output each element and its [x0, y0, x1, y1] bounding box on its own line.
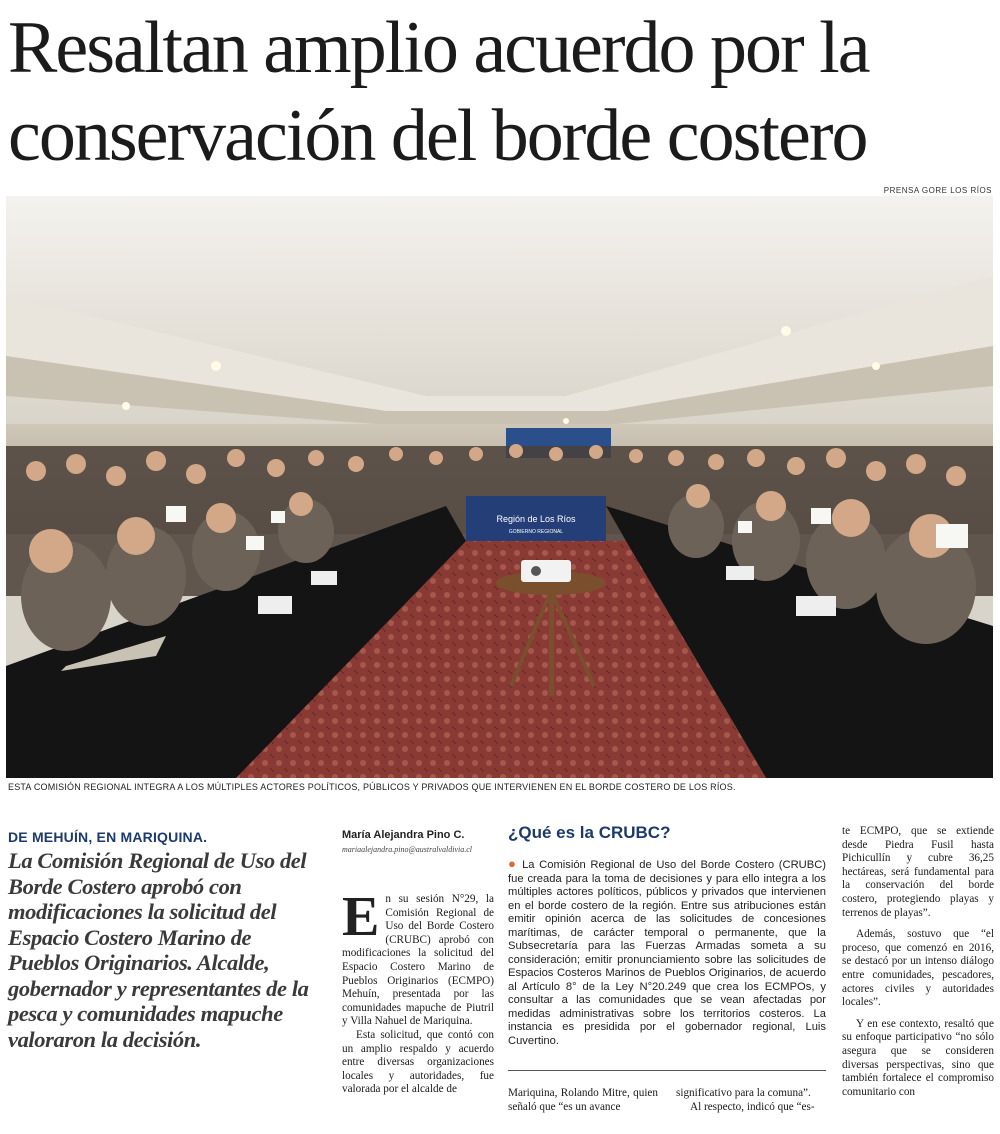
byline-name: María Alejandra Pino C.: [342, 829, 465, 841]
ceiling-light: [872, 362, 880, 370]
body-paragraph: Y en ese contexto, resaltó que su enfoque participativo “no sólo asegura que se consideren diversas perspectivas, sino que también fortalece el compromiso comunitario con: [842, 1017, 994, 1098]
body-paragraph: Además, sostuvo que “el proceso, que comenzó en 2016, se destacó por un intenso diálogo entre comunidades, pescadores, actores civiles y autoridades locales”.: [842, 928, 994, 1009]
bullet-icon: ●: [508, 856, 518, 871]
body-paragraph: Esta solicitud, que contó con un amplio respaldo y acuerdo entre diversas organizaciones locales y autoridades, fue valorada por el alcalde de: [342, 1028, 494, 1096]
divider: [508, 1070, 826, 1071]
ceiling-light: [563, 418, 569, 424]
body-column-4: [842, 825, 994, 1099]
sidebar-box-text: La Comisión Regional de Uso del Borde Costero (CRUBC) fue creada para la toma de decisiones y para ello integra a los múltiples actores políticos, públicos y privados que intervienen en el borde costero de la región. Entre sus atribuciones están emitir opinión acerca de las solicitudes de concesiones marítimas, de carácter temporal o permanente, que la Subsecretaría para las Fuerzas Armadas someta a su consideración; emitir pronunciamiento sobre las solicitudes de Espacios Costeros Marinos de Pueblos Originarios, de acuerdo al Artículo 8° de la Ley N°20.249 que crea los ECMPOs, y consultar a las comunidades que se vean afectadas por medidas administrativas sobre los territorios costeros. La instancia es presidida por el gobernador regional, Luis Cuvertino.: [508, 859, 827, 1047]
conference-room-illustration: [6, 196, 993, 778]
news-photo: [6, 196, 993, 778]
body-paragraph: Al respecto, indicó que “es-: [690, 1100, 815, 1113]
body-column-3: [676, 1087, 826, 1114]
body-column-2: [508, 1087, 658, 1114]
kicker: DE MEHUÍN, EN MARIQUINA.: [8, 829, 208, 845]
sidebar-box-title: ¿Qué es la CRUBC?: [508, 823, 671, 842]
byline-email: mariaalejandra.pino@australvaldivia.cl: [342, 845, 473, 854]
banner-text: Región de Los Ríos: [496, 514, 576, 524]
ceiling-light: [122, 402, 130, 410]
body-paragraph: significativo para la comuna”.: [676, 1087, 811, 1099]
ceiling-light: [781, 326, 791, 336]
lead-paragraph: La Comisión Regional de Uso del Borde Costero aprobó con modificaciones la solicitud del Espacio Costero Marino de Pueblos Originarios. Alcalde, gobernador y representantes de la pesca y comunidades mapuche valoraron la decisión.: [8, 848, 309, 1052]
sidebar-box-body: [508, 857, 826, 1048]
body-paragraph: te ECMPO, que se extiende desde Piedra Fusil hasta Pichicullín y cubre 36,25 hectáreas, será fundamental para la conservación del borde costero, protegiendo playas y terrenos de playas”.: [842, 825, 994, 919]
body-column-1: [342, 886, 494, 1097]
paragraph-text: n su sesión N°29, la Comisión Regional de Uso del Borde Costero (CRUBC) aprobó con modificaciones la solicitud del Espacio Costero Marino de Pueblos Originarios (ECMPO) Mehuín, presentada por las comunidades mapuche de Piutril y Villa Nahuel de Mariquina.: [342, 893, 494, 1028]
headline: Resaltan amplio acuerdo por la conservación del borde costero: [8, 7, 869, 177]
body-paragraph: Mariquina, Rolando Mitre, quien señaló que “es un avance: [508, 1087, 658, 1113]
photo-credit: PRENSA GORE LOS RÍOS: [883, 186, 992, 195]
body-paragraph: [342, 886, 494, 1029]
banner-subtext: GOBIERNO REGIONAL: [508, 529, 564, 535]
drop-cap: E: [342, 886, 380, 948]
photo-caption: ESTA COMISIÓN REGIONAL INTEGRA A LOS MÚLTIPLES ACTORES POLÍTICOS, PÚBLICOS Y PRIVADOS QUE INTERVIENEN EN EL BORDE COSTERO DE LOS RÍOS.: [8, 782, 736, 792]
ceiling-light: [211, 361, 221, 371]
